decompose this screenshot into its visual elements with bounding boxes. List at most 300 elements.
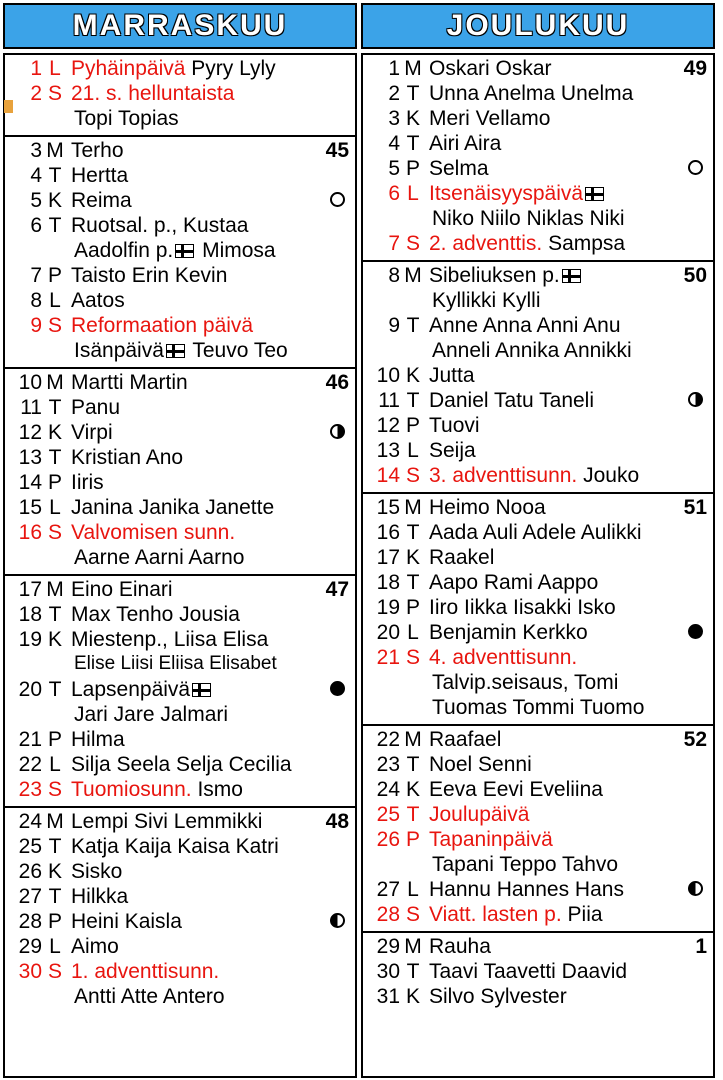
day-of-week: T	[406, 389, 420, 412]
flag-day-icon	[585, 187, 604, 201]
day-of-week: T	[406, 314, 420, 337]
name-list	[426, 464, 707, 488]
name-continuation-row	[5, 985, 355, 1010]
name-list: Silvo Sylvester	[429, 985, 567, 1008]
day-of-week: M	[46, 371, 64, 394]
day-row[interactable]	[363, 546, 713, 571]
holiday-name: 4. adventtisunn.	[429, 646, 578, 669]
day-of-week: P	[47, 471, 62, 494]
name-list: Isänpäivä Teuvo Teo	[74, 339, 288, 362]
day-row[interactable]	[363, 107, 713, 132]
day-of-week: M	[404, 57, 422, 80]
week-block	[5, 137, 355, 369]
day-number: 17	[376, 546, 400, 569]
week-number: 48	[325, 810, 349, 833]
name-list: Martti Martin	[71, 371, 188, 394]
day-of-week: T	[406, 521, 420, 544]
name-list: Rauha	[429, 935, 491, 958]
day-of-week: T	[48, 446, 62, 469]
moon-glyph	[688, 624, 703, 639]
day-number: 8	[30, 289, 42, 312]
day-number: 10	[18, 371, 42, 394]
name-list: Talvip.seisaus, Tomi	[432, 671, 619, 694]
name-list	[426, 903, 707, 927]
name-list: Topi Topias	[74, 107, 179, 130]
name-list: Tuomas Tommi Tuomo	[432, 696, 645, 719]
day-row[interactable]	[5, 678, 355, 703]
name-list: Heimo Nooa	[429, 496, 546, 519]
day-number: 22	[18, 753, 42, 776]
day-of-week: S	[47, 778, 62, 801]
day-number: 24	[376, 778, 400, 801]
day-number: 5	[388, 157, 400, 180]
day-number: 1	[388, 57, 400, 80]
day-of-week: P	[405, 596, 420, 619]
day-of-week: K	[405, 985, 420, 1008]
week-number: 45	[325, 139, 349, 162]
name-list: Aapo Rami Aappo	[429, 571, 599, 594]
name-continuation-row	[363, 853, 713, 878]
day-number: 28	[18, 910, 42, 933]
moon-glyph	[330, 192, 345, 207]
day-of-week: M	[46, 139, 64, 162]
day-number: 17	[18, 578, 42, 601]
last-quarter-moon-icon	[683, 881, 707, 896]
name-list: Hilma	[71, 728, 125, 751]
day-of-week: T	[48, 396, 62, 419]
name-list: Daniel Tatu Taneli	[429, 389, 595, 412]
week-block	[5, 369, 355, 576]
day-number: 5	[30, 189, 42, 212]
day-of-week: P	[47, 910, 62, 933]
name-continuation-row	[363, 696, 713, 721]
day-row[interactable]	[5, 139, 355, 164]
day-row[interactable]	[363, 878, 713, 903]
name-list	[426, 182, 707, 206]
name-list: Sisko	[71, 860, 123, 883]
day-row[interactable]	[5, 860, 355, 885]
first-quarter-moon-icon	[325, 424, 349, 439]
name-list: Max Tenho Jousia	[71, 603, 240, 626]
day-row[interactable]	[363, 132, 713, 157]
name-list: Jari Jare Jalmari	[74, 703, 229, 726]
week-number: 51	[683, 496, 707, 519]
day-row[interactable]	[363, 778, 713, 803]
day-of-week: T	[406, 960, 420, 983]
day-row[interactable]	[5, 810, 355, 835]
name-continuation-row	[5, 107, 355, 132]
day-of-week: P	[47, 728, 62, 751]
day-row[interactable]	[5, 496, 355, 521]
name-list	[426, 646, 707, 670]
day-row[interactable]	[363, 439, 713, 464]
moon-glyph	[330, 424, 345, 439]
day-row[interactable]	[5, 910, 355, 935]
holiday-name: Reformaation päivä	[71, 314, 254, 337]
name-list	[68, 960, 349, 984]
day-row[interactable]	[5, 935, 355, 960]
full-moon-icon	[325, 681, 349, 696]
flag-day-icon	[192, 683, 211, 697]
day-number: 16	[376, 521, 400, 544]
day-number: 3	[388, 107, 400, 130]
name-list: Iiris	[71, 471, 104, 494]
day-number: 4	[388, 132, 400, 155]
name-list: Jutta	[429, 364, 475, 387]
week-number: 52	[683, 728, 707, 751]
month-column-november	[3, 3, 357, 1078]
holiday-name: 3. adventtisunn.	[429, 464, 578, 487]
name-list: Raafael	[429, 728, 502, 751]
day-of-week: T	[406, 753, 420, 776]
holiday-name: 21. s. helluntaista	[71, 82, 235, 105]
name-continuation-row	[363, 339, 713, 364]
name-day-names: Pyry Lyly	[185, 57, 276, 80]
day-number: 7	[30, 264, 42, 287]
day-of-week: L	[49, 935, 61, 958]
day-number: 10	[376, 364, 400, 387]
name-continuation-row	[363, 207, 713, 232]
day-of-week: T	[48, 678, 62, 701]
name-list: Katja Kaija Kaisa Katri	[71, 835, 279, 858]
day-row[interactable]	[5, 471, 355, 496]
day-of-week: S	[405, 464, 420, 487]
name-list: Benjamin Kerkko	[429, 621, 588, 644]
day-number: 29	[376, 935, 400, 958]
day-row[interactable]	[363, 803, 713, 828]
name-list: Miestenp., Liisa Elisa	[71, 628, 269, 651]
name-list: Hannu Hannes Hans	[429, 878, 624, 901]
day-of-week: T	[406, 132, 420, 155]
name-list: Aimo	[71, 935, 119, 958]
day-number: 23	[18, 778, 42, 801]
name-continuation-row	[5, 703, 355, 728]
name-list	[426, 803, 707, 827]
day-row[interactable]	[5, 164, 355, 189]
day-of-week: T	[48, 885, 62, 908]
day-number: 15	[18, 496, 42, 519]
day-of-week: M	[404, 728, 422, 751]
day-row[interactable]	[363, 157, 713, 182]
day-row[interactable]	[363, 264, 713, 289]
holiday-name: Pyhäinpäivä	[71, 57, 186, 80]
day-number: 20	[18, 678, 42, 701]
flag-day-icon	[562, 269, 581, 283]
day-of-week: L	[407, 878, 419, 901]
week-number: 50	[683, 264, 707, 287]
day-of-week: K	[405, 364, 420, 387]
day-of-week: L	[407, 439, 419, 462]
day-number: 29	[18, 935, 42, 958]
name-continuation-row	[363, 671, 713, 696]
day-number: 25	[376, 803, 400, 826]
day-number: 19	[18, 628, 42, 651]
name-list: Airi Aira	[429, 132, 502, 155]
name-continuation-row	[5, 239, 355, 264]
name-list: Aatos	[71, 289, 125, 312]
day-of-week: P	[405, 157, 420, 180]
day-number: 11	[20, 396, 42, 419]
name-list: Seija	[429, 439, 476, 462]
name-list: Janina Janika Janette	[71, 496, 275, 519]
name-continuation-row	[5, 653, 355, 678]
name-day-names: Piia	[561, 903, 603, 926]
day-of-week: K	[47, 628, 62, 651]
name-list	[68, 778, 349, 802]
name-list: Hilkka	[71, 885, 129, 908]
name-list: Heini Kaisla	[71, 910, 182, 933]
day-row[interactable]	[5, 289, 355, 314]
day-of-week: S	[47, 314, 62, 337]
day-number: 9	[388, 314, 400, 337]
day-row[interactable]	[5, 189, 355, 214]
week-block	[5, 55, 355, 137]
name-list	[68, 521, 349, 545]
day-of-week: T	[48, 214, 62, 237]
day-row[interactable]	[5, 371, 355, 396]
holiday-name: 1. adventtisunn.	[71, 960, 220, 983]
name-list: Taisto Erin Kevin	[71, 264, 228, 287]
holiday-name: Joulupäivä	[429, 803, 530, 826]
day-number: 13	[376, 439, 400, 462]
week-number: 1	[695, 935, 707, 958]
day-of-week: T	[406, 803, 420, 826]
moon-glyph	[688, 160, 703, 175]
day-number: 14	[18, 471, 42, 494]
day-number: 6	[30, 214, 42, 237]
month-title: JOULUKUU	[446, 9, 630, 42]
first-quarter-moon-icon	[683, 392, 707, 407]
day-of-week: K	[47, 860, 62, 883]
name-list: Aada Auli Adele Aulikki	[429, 521, 642, 544]
day-row[interactable]	[5, 603, 355, 628]
day-row[interactable]	[5, 314, 355, 339]
day-number: 19	[376, 596, 400, 619]
name-list	[68, 314, 349, 338]
week-number: 47	[325, 578, 349, 601]
name-list: Aadolfin p. Mimosa	[74, 239, 276, 262]
day-row[interactable]	[5, 421, 355, 446]
day-of-week: K	[47, 421, 62, 444]
new-moon-icon	[325, 192, 349, 207]
day-number: 16	[18, 521, 42, 544]
name-list: Niko Niilo Niklas Niki	[432, 207, 625, 230]
day-row[interactable]	[363, 414, 713, 439]
week-block	[363, 933, 713, 1013]
day-row[interactable]	[363, 314, 713, 339]
day-of-week: T	[406, 82, 420, 105]
day-of-week: L	[407, 621, 419, 644]
month-title: MARRASKUU	[72, 9, 288, 42]
day-number: 21	[18, 728, 42, 751]
day-row[interactable]	[5, 578, 355, 603]
day-number: 31	[376, 985, 400, 1008]
name-list: Meri Vellamo	[429, 107, 551, 130]
flag-day-icon	[166, 344, 185, 358]
week-block	[363, 262, 713, 494]
day-of-week: M	[404, 496, 422, 519]
day-of-week: K	[405, 107, 420, 130]
day-row[interactable]	[5, 521, 355, 546]
day-row[interactable]	[5, 960, 355, 985]
day-of-week: T	[48, 164, 62, 187]
day-of-week: S	[47, 960, 62, 983]
weeks-container-november	[3, 53, 357, 1078]
day-row[interactable]	[363, 57, 713, 82]
day-number: 6	[388, 182, 400, 205]
day-row[interactable]	[5, 446, 355, 471]
day-row[interactable]	[363, 935, 713, 960]
name-list: Panu	[71, 396, 121, 419]
moon-glyph	[330, 681, 345, 696]
day-number: 27	[376, 878, 400, 901]
holiday-name: 2. adventtis.	[429, 232, 543, 255]
day-number: 28	[376, 903, 400, 926]
day-of-week: S	[47, 82, 62, 105]
day-of-week: T	[48, 835, 62, 858]
week-block	[363, 494, 713, 726]
day-row[interactable]	[5, 885, 355, 910]
name-list: Unna Anelma Unelma	[429, 82, 634, 105]
day-row[interactable]	[5, 264, 355, 289]
name-list: Silja Seela Selja Cecilia	[71, 753, 292, 776]
weeks-container-december	[361, 53, 715, 1078]
day-number: 18	[18, 603, 42, 626]
day-row[interactable]	[363, 464, 713, 489]
day-row[interactable]	[363, 621, 713, 646]
day-row[interactable]	[5, 728, 355, 753]
name-list	[426, 232, 707, 256]
day-number: 26	[18, 860, 42, 883]
month-column-december	[361, 3, 715, 1078]
day-row[interactable]	[363, 182, 713, 207]
name-list: Elise Liisi Eliisa Elisabet	[74, 653, 277, 674]
day-of-week: M	[46, 578, 64, 601]
day-row[interactable]	[363, 903, 713, 928]
name-list: Eeva Eevi Eveliina	[429, 778, 603, 801]
name-list: Oskari Oskar	[429, 57, 552, 80]
day-of-week: L	[49, 753, 61, 776]
day-of-week: K	[47, 189, 62, 212]
holiday-name: Valvomisen sunn.	[71, 521, 236, 544]
day-of-week: P	[405, 414, 420, 437]
moon-glyph	[688, 392, 703, 407]
day-of-week: S	[47, 521, 62, 544]
day-number: 3	[30, 139, 42, 162]
name-list: Lempi Sivi Lemmikki	[71, 810, 263, 833]
day-row[interactable]	[5, 628, 355, 653]
day-number: 2	[388, 82, 400, 105]
day-row[interactable]	[363, 496, 713, 521]
day-row[interactable]	[363, 389, 713, 414]
day-number: 13	[18, 446, 42, 469]
day-row[interactable]	[363, 960, 713, 985]
name-day-names: Ismo	[191, 778, 243, 801]
day-row[interactable]	[363, 985, 713, 1010]
name-list: Ruotsal. p., Kustaa	[71, 214, 249, 237]
day-of-week: T	[48, 603, 62, 626]
name-list: Virpi	[71, 421, 113, 444]
month-header-december	[361, 3, 715, 49]
day-of-week: L	[49, 289, 61, 312]
name-list	[68, 82, 349, 106]
name-list: Anne Anna Anni Anu	[429, 314, 621, 337]
day-number: 11	[378, 389, 400, 412]
day-row[interactable]	[363, 232, 713, 257]
day-number: 18	[376, 571, 400, 594]
day-of-week: L	[49, 57, 61, 80]
name-list: Iiro Iikka Iisakki Isko	[429, 596, 616, 619]
day-row[interactable]	[5, 57, 355, 82]
moon-glyph	[330, 913, 345, 928]
name-continuation-row	[5, 546, 355, 571]
name-list: Aarne Aarni Aarno	[74, 546, 245, 569]
day-row[interactable]	[363, 571, 713, 596]
name-list: Tuovi	[429, 414, 480, 437]
day-number: 9	[30, 314, 42, 337]
day-number: 7	[388, 232, 400, 255]
day-row[interactable]	[363, 82, 713, 107]
day-row[interactable]	[5, 753, 355, 778]
week-block	[363, 726, 713, 933]
name-list: Anneli Annika Annikki	[432, 339, 632, 362]
name-list	[426, 828, 707, 852]
day-number: 2	[30, 82, 42, 105]
flag-day-icon	[175, 244, 194, 258]
day-row[interactable]	[363, 753, 713, 778]
name-list: Antti Atte Antero	[74, 985, 225, 1008]
day-number: 24	[18, 810, 42, 833]
holiday-name: Viatt. lasten p.	[429, 903, 562, 926]
day-of-week: L	[407, 182, 419, 205]
week-block	[363, 55, 713, 262]
day-row[interactable]	[5, 82, 355, 107]
week-number: 49	[683, 57, 707, 80]
day-row[interactable]	[363, 521, 713, 546]
day-of-week: K	[405, 546, 420, 569]
day-number: 22	[376, 728, 400, 751]
day-of-week: P	[47, 264, 62, 287]
new-moon-icon	[683, 160, 707, 175]
name-list: Sibeliuksen p.	[426, 264, 677, 288]
day-of-week: M	[404, 264, 422, 287]
day-number: 20	[376, 621, 400, 644]
day-row[interactable]	[363, 596, 713, 621]
day-row[interactable]	[5, 835, 355, 860]
day-row[interactable]	[5, 396, 355, 421]
day-row[interactable]	[363, 364, 713, 389]
holiday-name: Itsenäisyyspäivä	[429, 182, 584, 205]
name-list: Kristian Ano	[71, 446, 184, 469]
name-list: Eino Einari	[71, 578, 173, 601]
day-row[interactable]	[363, 646, 713, 671]
day-number: 23	[376, 753, 400, 776]
moon-glyph	[688, 881, 703, 896]
name-list: Hertta	[71, 164, 129, 187]
day-number: 30	[376, 960, 400, 983]
day-number: 25	[18, 835, 42, 858]
day-row[interactable]	[363, 728, 713, 753]
day-row[interactable]	[363, 828, 713, 853]
name-list: Tapani Teppo Tahvo	[432, 853, 619, 876]
day-number: 12	[376, 414, 400, 437]
name-list: Reima	[71, 189, 132, 212]
day-number: 12	[18, 421, 42, 444]
day-of-week: T	[406, 571, 420, 594]
day-row[interactable]	[5, 214, 355, 239]
week-block	[5, 576, 355, 808]
day-row[interactable]	[5, 778, 355, 803]
